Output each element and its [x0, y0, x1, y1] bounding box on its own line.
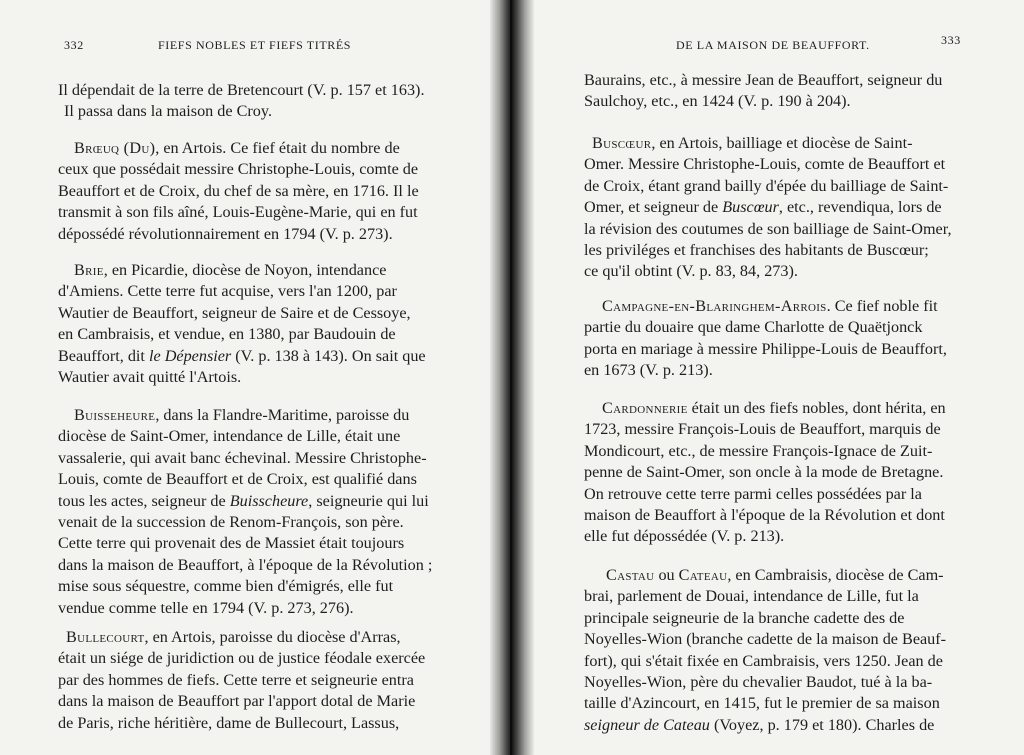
entry-heading: Cardonnerie: [602, 399, 688, 417]
page-number-right: 333: [941, 33, 961, 47]
entry-heading: Bullecourt: [66, 628, 145, 646]
paragraph-bullecourt: Bullecourt, en Artois, paroisse du diocèse d'Arras, était un siége de juridiction ou de justice féodale exercée par des hommes de fiefs. Cette terre et seigneurie entra dans la maison de Beauffort par l'apport dotal de Marie de Paris, riche héritière, dame de Bullecourt, Lassus,: [58, 628, 426, 732]
entry-heading: Buscœur: [592, 134, 652, 152]
entry-heading: Buisseheure: [74, 406, 156, 424]
paragraph-campagne: Campagne-en-Blaringhem-Arrois. Ce fief noble fit partie du douaire que dame Charlotte de Quaëtjonck porta en mariage à messire Philippe-Louis de Beauffort, en 1673 (V. p. 213).: [584, 297, 947, 380]
right-page: [526, 0, 1024, 755]
book-spine-line: [510, 0, 512, 755]
entry-heading: Brie: [74, 261, 104, 279]
paragraph-brie: Brie, en Picardie, diocèse de Noyon, intendance d'Amiens. Cette terre fut acquise, vers l'an 1200, par Wautier de Beauffort, seigneur de Saire et de Cessoye, en Cambraisis, et vendue, en 1380, par Baudouin de Beauffort, dit le Dépensier (V. p. 138 à 143). On sait que Wautier avait quitté l'Artois.: [58, 261, 426, 386]
paragraph-castau: Castau ou Cateau, en Cambraisis, diocèse de Cam- brai, parlement de Douai, intendance de Lille, fut la principale seigneurie de la branche cadette des de Noyelles-Wion (branche cadette de la maison de Beauf- fort), qui s'était fixée en Cambraisis, vers 1250. Jean de Noyelles-Wion, père du chevalier Baudot, tué à la ba- taille d'Azincourt, en 1415, fut le premier de sa maison seigneur de Cateau (Voyez, p. 179 et 180). Charles de: [584, 566, 947, 734]
entry-heading-alt: Cateau: [678, 566, 728, 584]
entry-heading: Campagne-en-Blaringhem-Arrois: [602, 297, 827, 315]
paragraph-buisseheure: Buisseheure, dans la Flandre-Maritime, paroisse du diocèse de Saint-Omer, intendance de Lille, était une vassalerie, qui avait banc échevinal. Messire Christophe- Louis, comte de Beauffort et de Croix, est qualifié dans tous les actes, seigneur de Buisscheure, seigneurie qui lui venait de la succession de Renom-François, son père. Cette terre qui provenait des de Massiet était toujours dans la maison de Beauffort, à l'époque de la Révolution ; mise sous séquestre, comme bien d'émigrés, elle fut vendue comme telle en 1794 (V. p. 273, 276).: [58, 406, 433, 617]
paragraph-buscoeur: Buscœur, en Artois, bailliage et diocèse de Saint- Omer. Messire Christophe-Louis, comte de Beauffort et de Croix, étant grand bailly d'épée du bailliage de Saint- Omer, et seigneur de Buscœur, etc., revendiqua, lors de la révision des coutumes de son bailliage de Saint-Omer, les priviléges et franchises des habitants de Buscœur; ce qu'il obtint (V. p. 83, 84, 273).: [584, 134, 952, 281]
running-head-right: DE LA MAISON DE BEAUFFORT.: [676, 38, 870, 52]
paragraph-cardonnerie: Cardonnerie était un des fiefs nobles, dont hérita, en 1723, messire François-Louis de Beauffort, marquis de Mondicourt, etc., de messire François-Ignace de Zuit- penne de Saint-Omer, son oncle à la mode de Bretagne. On retrouve cette terre parmi celles possédées par la maison de Beauffort à l'époque de la Révolution et dont elle fut dépossédée (V. p. 213).: [584, 399, 946, 546]
entry-heading: Castau: [606, 566, 655, 584]
entry-heading: Brœuq (Du): [74, 139, 156, 157]
page-number-left: 332: [64, 38, 84, 52]
running-head-left: FIEFS NOBLES ET FIEFS TITRÉS: [158, 38, 352, 52]
paragraph-baurains: Baurains, etc., à messire Jean de Beauffort, seigneur du Saulchoy, etc., en 1424 (V. p. 190 à 204).: [584, 71, 943, 111]
left-page: [0, 0, 498, 755]
paragraph-broeuq: Brœuq (Du), en Artois. Ce fief était du nombre de ceux que possédait messire Christophe-Louis, comte de Beauffort et de Croix, du chef de sa mère, en 1716. Il le transmit à son fils aîné, Louis-Eugène-Marie, qui en fut dépossédé révolutionnairement en 1794 (V. p. 273).: [58, 139, 419, 243]
book-gutter-shadow: [490, 0, 534, 755]
paragraph-bretencourt: Il dépendait de la terre de Bretencourt (V. p. 157 et 163). Il passa dans la maison de Croy.: [58, 81, 425, 121]
